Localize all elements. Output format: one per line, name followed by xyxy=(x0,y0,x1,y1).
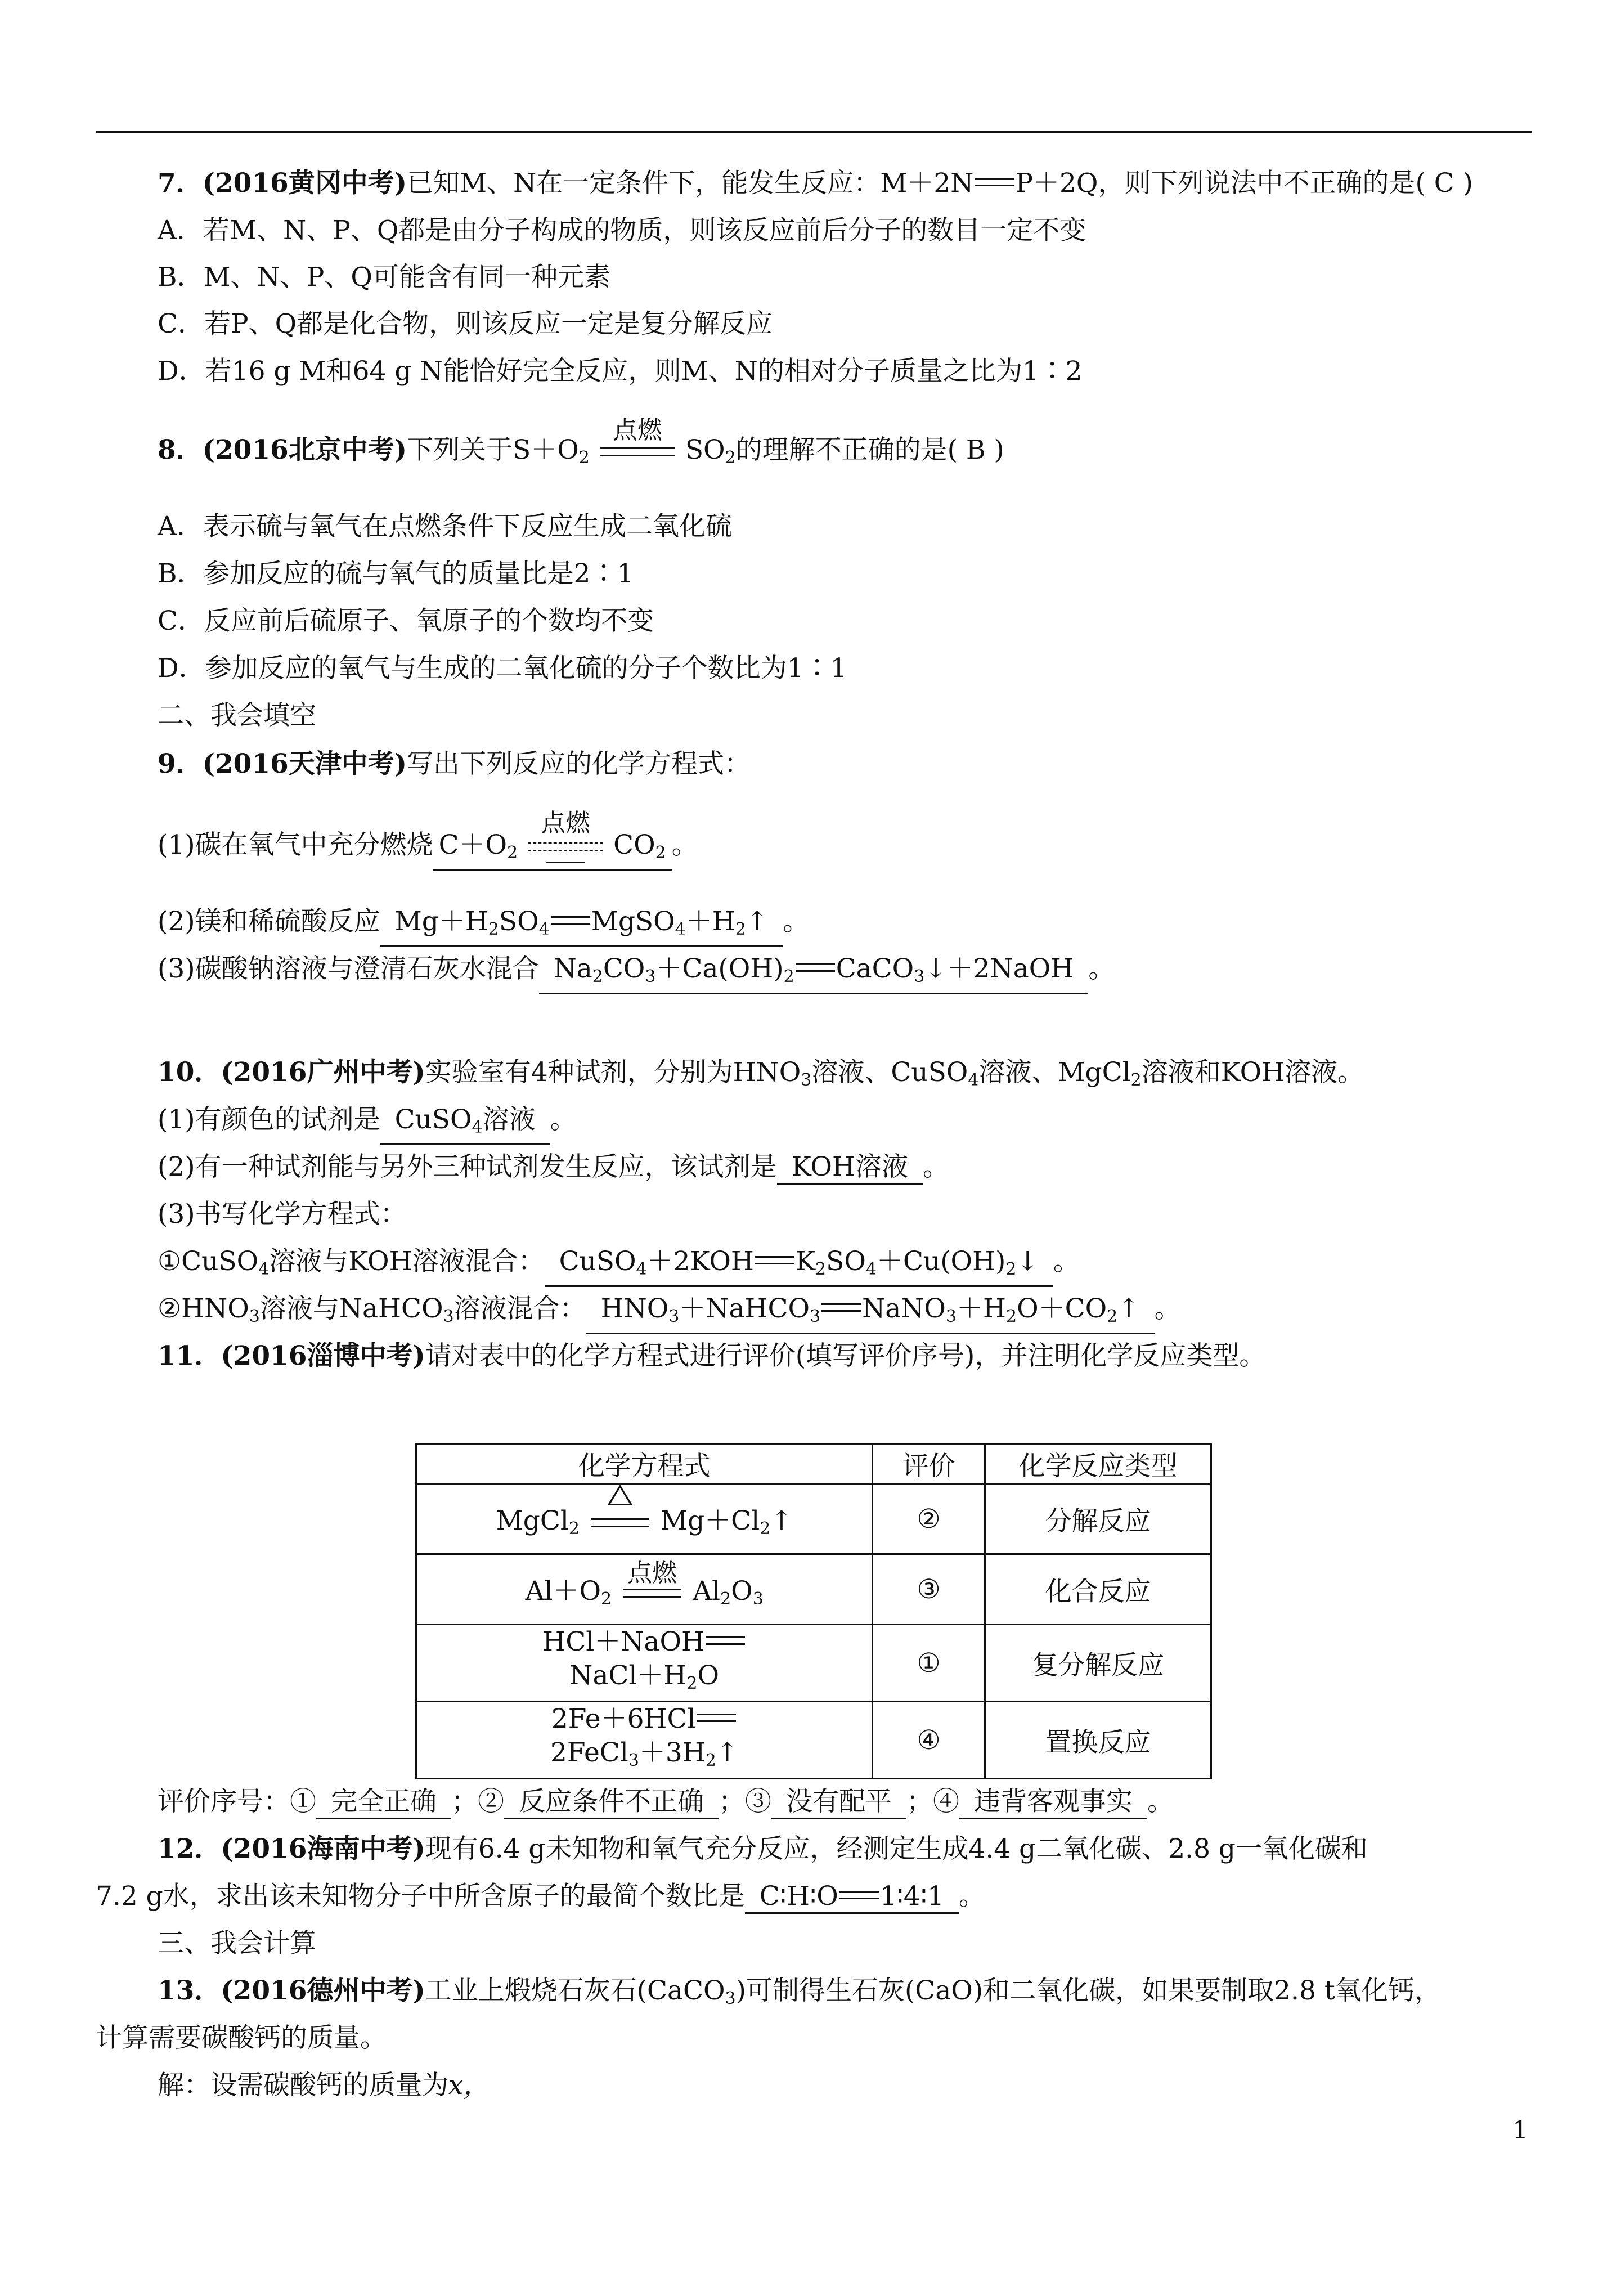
header-reaction-type: 化学反应类型 xyxy=(985,1445,1211,1484)
q11-stem: 11．(2016淄博中考)请对表中的化学方程式进行评价(填写评价序号)，并注明化学反应类型。 xyxy=(158,1340,1266,1371)
equation-cell: 2Fe＋6HCl $2FeCl_3+3H_2↑$ xyxy=(416,1702,873,1779)
q7-option-a: A．若M、N、P、Q都是由分子构成的物质，则该反应前后分子的数目一定不变 xyxy=(158,215,1086,246)
q8-option-c: C．反应前后硫原子、氧原子的个数均不变 xyxy=(158,606,654,636)
q12-stem: 12．(2016海南中考)现有6.4 g未知物和氧气充分反应，经测定生成4.4 g二氧化碳、2.8 g一氧化碳和 xyxy=(158,1833,1368,1864)
triangle-symbol xyxy=(608,1485,632,1505)
evaluation-table xyxy=(415,1443,1212,1779)
reaction-type-cell: 复分解反应 xyxy=(985,1625,1211,1702)
header-rule xyxy=(96,131,1532,133)
equation-cell: HCl＋NaOH $NaCl+H_2O$ xyxy=(416,1625,873,1702)
header-equation: 化学方程式 xyxy=(416,1445,873,1484)
q9-stem: 9．(2016天津中考)写出下列反应的化学方程式： xyxy=(158,748,751,779)
page-number: 1 xyxy=(1512,2116,1528,2145)
q12-stem-cont: 7.2 g水，求出该未知物分子中所含原子的最简个数比是 C∶H∶O 1∶4∶1 。 xyxy=(96,1880,985,1914)
q13-stem: 13．(2016德州中考)工业上煅烧石灰石(CaCO$_3$)可制得生石灰(CaO)和二氧化碳，如果要制取2.8 t氧化钙， xyxy=(158,1975,1441,2008)
q8-stem: 8．(2016北京中考)下列关于$S+O_2$ 点燃 $SO_2$的理解不正确的是( B ) xyxy=(158,416,1004,468)
reaction-type-cell: 化合反应 xyxy=(985,1554,1211,1625)
evaluation-cell: ④ xyxy=(873,1702,985,1779)
q8-option-a: A．表示硫与氧气在点燃条件下反应生成二氧化硫 xyxy=(158,511,732,542)
q10-part2: (2)有一种试剂能与另外三种试剂发生反应，该试剂是 KOH溶液 。 xyxy=(158,1150,949,1185)
table-row xyxy=(416,1625,1211,1702)
evaluation-cell: ② xyxy=(873,1484,985,1554)
q10-equation1: ①CuSO$_4$溶液与KOH溶液混合： CuSO$_4$＋2KOH $K_2SO_4+Cu(OH)_2↓$ 。 xyxy=(158,1245,1080,1287)
reaction-type-cell: 分解反应 xyxy=(985,1484,1211,1554)
q9-part1: (1)碳在氧气中充分燃烧 $C+O_2$ 点燃 $CO_2$ 。 xyxy=(158,828,698,871)
reaction-type-cell: 置换反应 xyxy=(985,1702,1211,1779)
q13-stem-cont: 计算需要碳酸钙的质量。 xyxy=(96,2023,387,2053)
evaluation-cell: ③ xyxy=(873,1554,985,1625)
equation-cell: $Al+O_2$ 点燃 $Al_2O_3$ xyxy=(416,1554,873,1625)
table-row xyxy=(416,1484,1211,1554)
table-row xyxy=(416,1702,1211,1779)
q9-part3: (3)碳酸钠溶液与澄清石灰水混合 $Na_2CO_3+Ca(OH)_2$ CaCO$_3$↓＋2NaOH 。 xyxy=(158,952,1115,994)
q7-option-b: B．M、N、P、Q可能含有同一种元素 xyxy=(158,262,610,293)
equation-cell: MgCl$_2$ $Mg+Cl_2↑$ xyxy=(416,1484,873,1554)
section-heading-calc: 三、我会计算 xyxy=(158,1928,316,1959)
q11-legend: 评价序号：① 完全正确 ；② 反应条件不正确 ；③ 没有配平 ；④ 违背客观事实 。 xyxy=(158,1785,1174,1819)
header-evaluation: 评价 xyxy=(873,1445,985,1484)
table-header-row xyxy=(416,1445,1211,1484)
q7-option-d: D．若16 g M和64 g N能恰好完全反应，则M、N的相对分子质量之比为1∶2 xyxy=(158,356,1083,387)
q8-option-d: D．参加反应的氧气与生成的二氧化硫的分子个数比为1∶1 xyxy=(158,653,847,684)
q10-equation2: $②HNO_3$溶液与NaHCO$_3$溶液混合： $HNO_3+NaHCO_3$ $NaNO_3+H_2O+CO_2↑$ 。 xyxy=(158,1292,1181,1334)
evaluation-cell: ① xyxy=(873,1625,985,1702)
q10-part1: (1)有颜色的试剂是 CuSO$_4$溶液 。 xyxy=(158,1103,577,1145)
q8-option-b: B．参加反应的硫与氧气的质量比是2∶1 xyxy=(158,558,634,589)
q10-stem: 10．(2016广州中考)实验室有4种试剂，分别为$HNO_3$溶液、CuSO$_4$溶液、MgCl$_2$溶液和KOH溶液。 xyxy=(158,1057,1364,1090)
q7-option-c: C．若P、Q都是化合物，则该反应一定是复分解反应 xyxy=(158,308,773,339)
table-row xyxy=(416,1554,1211,1625)
q13-solution: 解：设需碳酸钙的质量为x， xyxy=(158,2070,490,2101)
q9-part2: (2)镁和稀硫酸反应 $Mg+H_2SO_4$ $MgSO_4+H_2↑$ 。 xyxy=(158,905,809,947)
section-heading-fill: 二、我会填空 xyxy=(158,700,316,731)
q10-part3: (3)书写化学方程式： xyxy=(158,1199,407,1230)
q7-stem: 7．(2016黄冈中考)已知M、N在一定条件下，能发生反应：M＋2N P＋2Q，则下列说法中不正确的是( C ) xyxy=(158,168,1473,199)
